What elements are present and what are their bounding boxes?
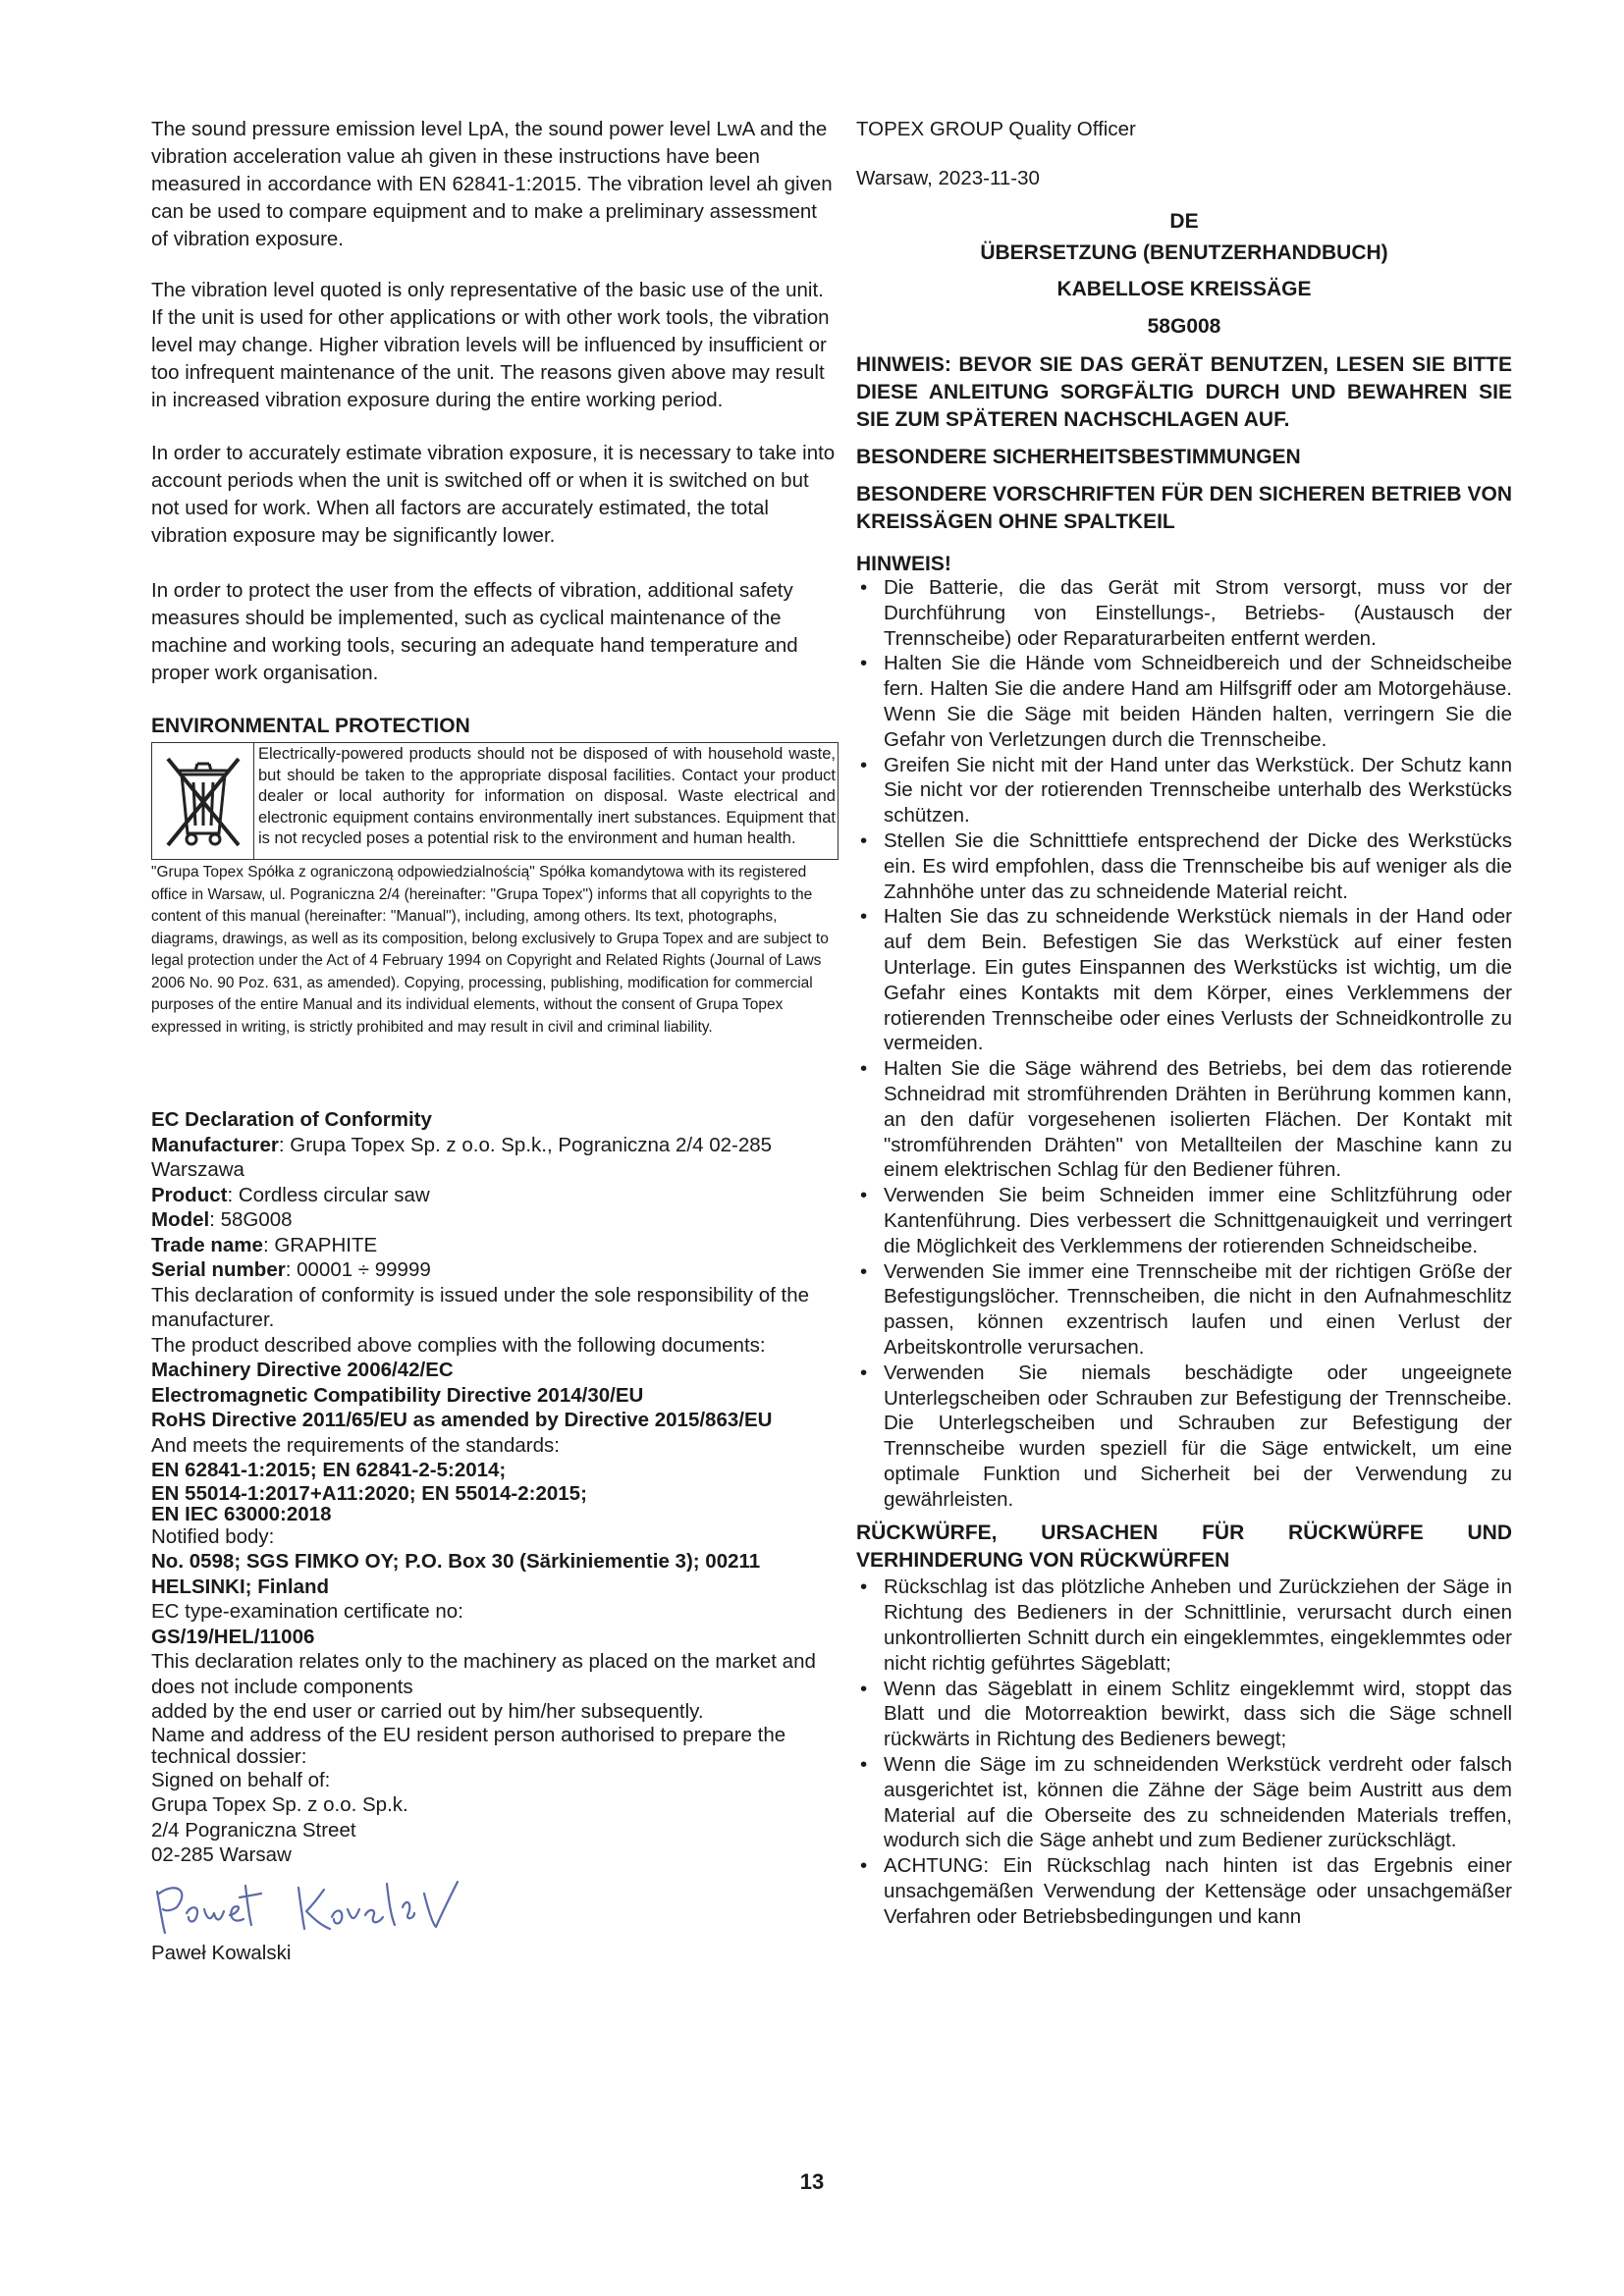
kickback-bullet-list: [856, 1575, 1512, 1929]
translation-title: ÜBERSETZUNG (BENUTZERHANDBUCH): [980, 241, 1388, 264]
circular-saw-rules-heading: BESONDERE VORSCHRIFTEN FÜR DEN SICHEREN BETRIEB VON KREISSÄGEN OHNE SPALTKEIL: [856, 483, 1512, 533]
serial-number-value: : 00001 ÷ 99999: [285, 1258, 431, 1281]
list-item: • Verwenden Sie immer eine Trennscheibe mit der richtigen Größe der Befestigungslöcher. Trennscheiben, die nicht in den Aufnahmeschlitz passen, können exzentrisch laufen und einen Verlust der Arbeitskontrolle verursachen.: [856, 1259, 1512, 1361]
kickback-heading: RÜCKWÜRFE, URSACHEN FÜR RÜCKWÜRFE UND VERHINDERUNG VON RÜCKWÜRFEN: [856, 1522, 1512, 1573]
environmental-heading: ENVIRONMENTAL PROTECTION: [151, 715, 470, 737]
list-item: • Verwenden Sie beim Schneiden immer eine Schlitzführung oder Kantenführung. Dies verbessert die Schnittgenauigkeit und verringert die Möglichkeit des Verklemmens der rotierenden Schneidscheibe.: [856, 1183, 1512, 1258]
company-street: 2/4 Pograniczna Street: [151, 1818, 356, 1842]
model-title: 58G008: [1147, 315, 1221, 338]
list-item: • Halten Sie die Säge während des Betriebs, bei dem das rotierende Schneidrad mit stromführenden Drähten in Berührung kommen kann, an den dafür vorgesehenen isolierten Flächen. Der Kontakt mit "stromführenden Drähten" von Metallteilen der Maschine kann zu einem elektrischen Schlag für den Bediener führen.: [856, 1056, 1512, 1183]
trade-name-value: : GRAPHITE: [262, 1233, 378, 1256]
list-item: • Stellen Sie die Schnitttiefe entsprechend der Dicke des Werkstücks ein. Es wird empfohlen, dass die Trennscheibe bis auf weniger als die Zahnhöhe unter das zu schneidende Material reicht.: [856, 828, 1512, 904]
list-item: • Greifen Sie nicht mit der Hand unter das Werkstück. Der Schutz kann Sie nicht vor der rotierenden Trennscheibe unterhalb des Werkstücks schützen.: [856, 753, 1512, 828]
vibration-paragraph-2: The vibration level quoted is only representative of the basic use of the unit. If the unit is used for other applications or with other work tools, the vibration level may change. Higher vibration levels will be influenced by insufficient or too infrequent maintenance of the unit. The reasons given above may result in increased vibration exposure during the entire working period.: [151, 279, 830, 411]
list-item: • Verwenden Sie niemals beschädigte oder ungeeignete Unterlegscheiben oder Schrauben zur Befestigung der Trennscheibe. Die Unterlegscheiben und Schrauben zur Befestigung der Trennscheibe wurden speziell für die Säge entwickelt, um eine optimale Funktion und Sicherheit bei der Verwendung zu gewährleisten.: [856, 1361, 1512, 1513]
standards-line-2: EN 55014-1:2017+A11:2020; EN 55014-2:2015;: [151, 1481, 587, 1505]
product-value: : Cordless circular saw: [227, 1183, 430, 1206]
product-title: KABELLOSE KREISSÄGE: [1056, 278, 1312, 300]
company-name: Grupa Topex Sp. z o.o. Sp.k.: [151, 1793, 408, 1816]
standards-line-3: EN IEC 63000:2018: [151, 1502, 332, 1525]
list-item: • Die Batterie, die das Gerät mit Strom versorgt, muss vor der Durchführung von Einstellungs-, Betriebs- (Austausch der Trennscheibe) oder Reparaturarbeiten entfernt werden.: [856, 575, 1512, 651]
directive-rohs: RoHS Directive 2011/65/EU as amended by Directive 2015/863/EU: [151, 1409, 773, 1431]
safety-bullet-list: [856, 575, 1512, 1512]
signature-image: [151, 1874, 839, 1939]
vibration-paragraph-3: In order to accurately estimate vibration exposure, it is necessary to take into account periods when the unit is switched off or when it is switched on but not used for work. When all factors are accurately estimated, the total vibration exposure may be significantly lower.: [151, 442, 836, 547]
list-item: • Halten Sie die Hände vom Schneidbereich und der Schneidscheibe fern. Halten Sie die andere Hand am Hilfsgriff oder am Motorgehäuse. Wenn Sie die Säge mit beiden Händen halten, verringern Sie die Gefahr von Verletzungen durch die Trennscheibe.: [856, 651, 1512, 752]
copyright-notice: "Grupa Topex Spółka z ograniczoną odpowiedzialnością" Spółka komandytowa with its registered office in Warsaw, ul. Pograniczna 2/4 (hereinafter: "Grupa Topex") informs that all copyrights to the content of this manual (hereinafter: "Manual"), including, among others. Its text, photographs, diagrams, drawings, as well as its composition, belong exclusively to Grupa Topex and are subject to legal protection under the Act of 4 February 1994 on Copyright and Related Rights (Journal of Laws 2006 No. 90 Poz. 631, as amended). Copying, processing, publishing, modification for commercial purposes of the entire Manual and its individual elements, without the consent of Grupa Topex expressed in writing, is strictly prohibited and may result in civil and criminal liability.: [151, 864, 829, 1036]
standards-line-1: EN 62841-1:2015; EN 62841-2-5:2014;: [151, 1459, 507, 1481]
right-column: [856, 116, 1512, 1930]
notified-body-label: Notified body:: [151, 1524, 275, 1548]
trade-name-label: Trade name: [151, 1233, 263, 1256]
list-item: • ACHTUNG: Ein Rückschlag nach hinten ist das Ergebnis einer unsachgemäßen Verwendung der Kettensäge oder unsachgemäßer Verfahren oder Betriebsbedingungen und kann: [856, 1853, 1512, 1929]
quality-officer: TOPEX GROUP Quality Officer: [856, 118, 1136, 140]
list-item: • Rückschlag ist das plötzliche Anheben und Zurückziehen der Säge in Richtung des Bedieners in der Schnittlinie, verursacht durch einen unkontrollierten Schnitt durch ein eingeklemmtes, eingeklemmtes oder nicht richtig geführtes Sägeblatt;: [856, 1575, 1512, 1676]
responsibility-text: This declaration of conformity is issued under the sole responsibility of the manufacturer.: [151, 1283, 810, 1331]
complies-text: The product described above complies with the following documents:: [151, 1333, 766, 1357]
model-value: : 58G008: [209, 1208, 293, 1231]
serial-number-label: Serial number: [151, 1258, 286, 1281]
list-item: • Halten Sie das zu schneidende Werkstück niemals in der Hand oder auf dem Bein. Befestigen Sie das Werkstück auf einer festen Unterlage. Ein gutes Einspannen des Werkstücks ist wichtig, um die Gefahr eines Kontakts mit dem Körper, eines Verklemmens der rotierenden Trennscheibe oder eines Verlusts der Schneidkontrolle zu vermeiden.: [856, 904, 1512, 1056]
crossed-bin-icon: [152, 743, 254, 859]
page-number: 13: [799, 2169, 825, 2194]
notified-body-value: No. 0598; SGS FIMKO OY; P.O. Box 30 (Särkiniementie 3); 00211 HELSINKI; Finland: [151, 1550, 761, 1598]
relates-text: This declaration relates only to the machinery as placed on the market and does not include components: [151, 1650, 816, 1698]
certificate-label: EC type-examination certificate no:: [151, 1600, 463, 1623]
name-address-text: Name and address of the EU resident person authorised to prepare the technical dossier:: [151, 1723, 786, 1768]
manufacturer-value: : Grupa Topex Sp. z o.o. Sp.k., Pograniczna 2/4 02-285 Warszawa: [151, 1133, 773, 1181]
certificate-value: GS/19/HEL/11006: [151, 1625, 315, 1648]
directive-machinery: Machinery Directive 2006/42/EC: [151, 1359, 454, 1381]
environmental-box: [151, 742, 839, 860]
company-city: 02-285 Warsaw: [151, 1843, 292, 1866]
ec-declaration: [151, 1107, 839, 1965]
signer-name: Paweł Kowalski: [151, 1941, 292, 1964]
list-item: • Wenn das Sägeblatt in einem Schlitz eingeklemmt wird, stoppt das Blatt und die Motorreaktion bewirkt, dass sich die Säge schnell rückwärts in Richtung des Bedieners bewegt;: [856, 1677, 1512, 1752]
vibration-paragraph-4: In order to protect the user from the effects of vibration, additional safety measures should be implemented, such as cyclical maintenance of the machine and working tools, securing an adequate hand temperature and proper work organisation.: [151, 579, 798, 684]
read-manual-notice: HINWEIS: BEVOR SIE DAS GERÄT BENUTZEN, LESEN SIE BITTE DIESE ANLEITUNG SORGFÄLTIG DURCH UND BEWAHREN SIE SIE ZUM SPÄTEREN NACHSCHLAGEN AUF.: [856, 353, 1512, 431]
meets-text: And meets the requirements of the standards:: [151, 1433, 560, 1457]
vibration-paragraph-1: The sound pressure emission level LpA, the sound power level LwA and the vibration acceleration value ah given in these instructions have been measured in accordance with EN 62841-1:2015. The vibration level ah given can be used to compare equipment and to make a preliminary assessment of vibration exposure.: [151, 118, 833, 250]
environmental-text: Electrically-powered products should not be disposed of with household waste, but should be taken to the appropriate disposal facilities. Contact your product dealer or local authority for information on disposal. Waste electrical and electronic equipment contains environmentally inert substances. Equipment that is not recycled poses a potential risk to the environment and human health.: [258, 745, 836, 847]
place-date: Warsaw, 2023-11-30: [856, 167, 1040, 189]
special-safety-heading: BESONDERE SICHERHEITSBESTIMMUNGEN: [856, 446, 1301, 468]
model-label: Model: [151, 1208, 210, 1231]
manufacturer-label: Manufacturer: [151, 1133, 279, 1156]
left-column: [151, 116, 839, 1965]
directive-emc: Electromagnetic Compatibility Directive 2014/30/EU: [151, 1383, 644, 1407]
added-text: added by the end user or carried out by him/her subsequently.: [151, 1700, 704, 1723]
list-item: • Wenn die Säge im zu schneidenden Werkstück verdreht oder falsch ausgerichtet ist, können die Zähne der Säge beim Austritt aus dem Material auf die Oberseite des zu schneidenden Materials treffen, wodurch sich die Säge anhebt und zum Bediener zurückschlägt.: [856, 1752, 1512, 1853]
product-label: Product: [151, 1183, 228, 1206]
hinweis-heading: HINWEIS!: [856, 553, 951, 575]
language-code: DE: [1169, 210, 1199, 233]
signed-text: Signed on behalf of:: [151, 1768, 331, 1791]
ec-title: EC Declaration of Conformity: [151, 1108, 432, 1131]
